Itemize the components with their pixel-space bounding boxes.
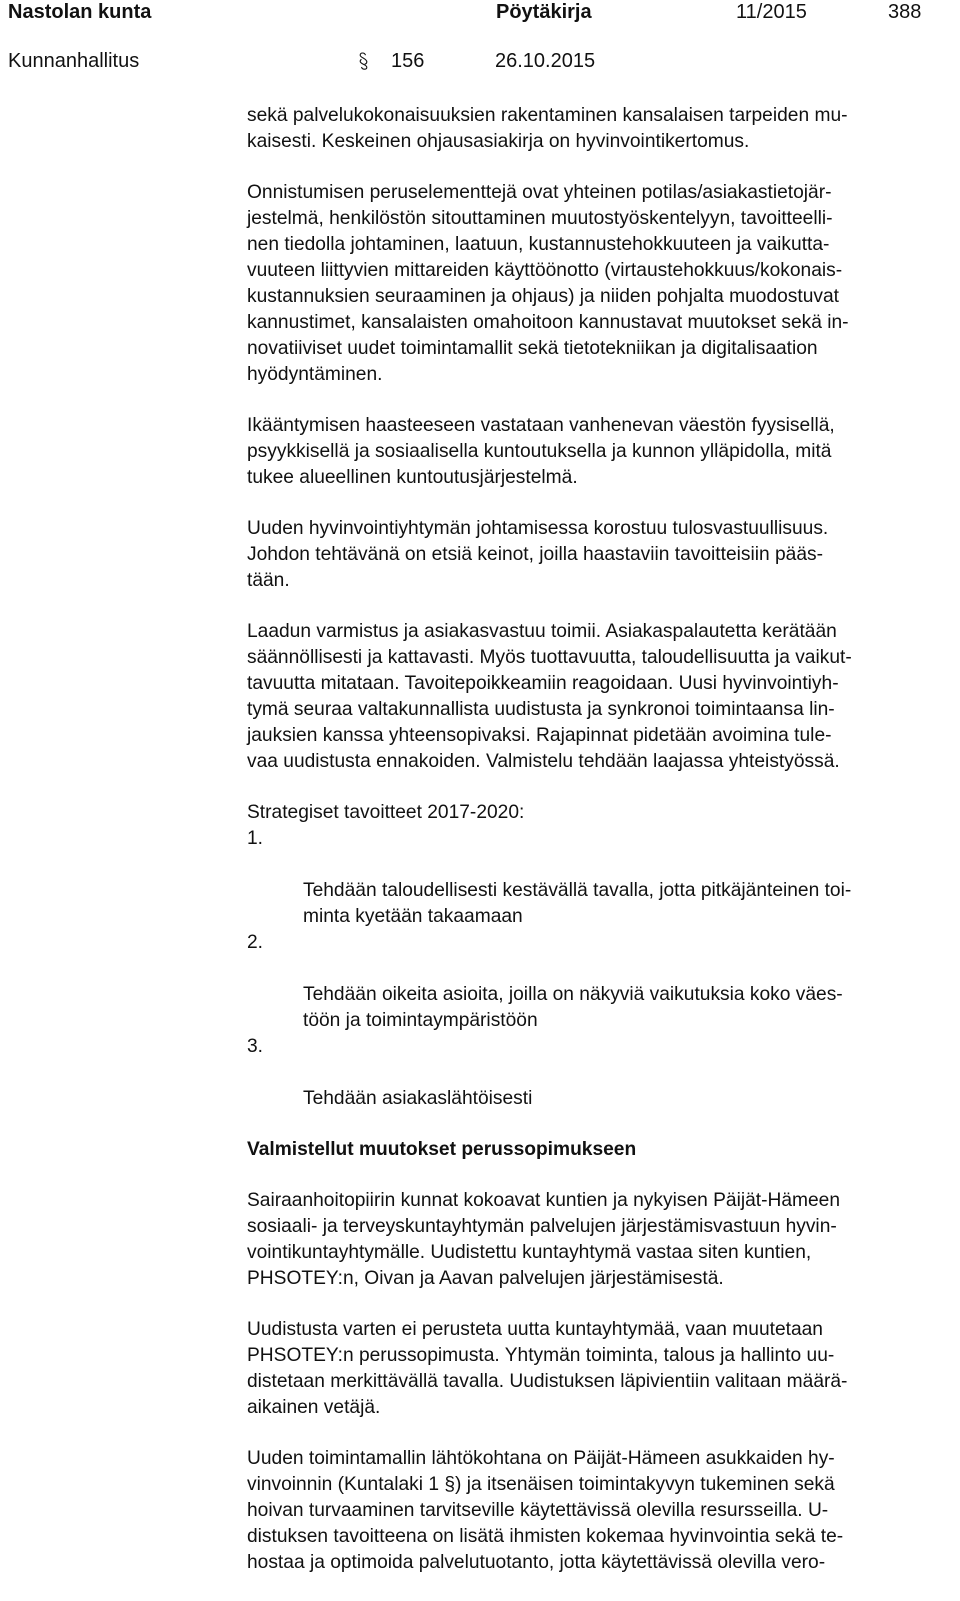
document-header-meta (0, 48, 960, 74)
page-number: 388 (888, 1, 922, 23)
list-item (247, 930, 947, 1034)
list-item (247, 826, 947, 930)
goals-title: Strategiset tavoitteet 2017-2020: (247, 802, 525, 823)
list-item (247, 1034, 947, 1112)
paragraph (247, 1446, 947, 1576)
list-text: Tehdään taloudellisesti kestävällä tavalla, jotta pitkäjänteinen toi- minta kyetään takaamaan (303, 880, 852, 927)
list-text: Tehdään oikeita asioita, joilla on näkyviä vaikutuksia koko väes- töön ja toimintaympäristöön (303, 984, 843, 1031)
paragraph-text: ) ja itsenäisen toimintakyvyn tukeminen sekä hoivan turvaaminen tarvitseville käytettävissä olevilla resursseilla. U- distuksen tavoitteena on lisätä ihmisten kokemaa hyvinvointia sekä te- hostaa ja optimoida palvelutuotanto, jotta käytettävissä olevilla vero- (247, 1474, 844, 1573)
paragraph: Onnistumisen peruselementtejä ovat yhteinen potilas/asiakastietojär- jestelmä, henkilöstön sitouttaminen muutostyöskentelyyn, tavoitteelli- nen tiedolla johtaminen, laatuun, kustannustehokkuuteen ja vaikutta- vuuteen liittyvien mittareiden käyttöönotto (virtaustehokkuus/kokonais- kustannuksien seuraaminen ja ohjaus) ja niiden pohjalta muodostuvat kannustimet, kansalaisten omahoitoon kannustavat muutokset sekä in- novatiiviset uudet toimintamallit sekä tietotekniikan ja digitalisaation hyödyntäminen. (247, 182, 849, 385)
paragraph: Sairaanhoitopiirin kunnat kokoavat kuntien ja nykyisen Päijät-Hämeen sosiaali- ja terveyskuntayhtymän palvelujen järjestämisvastuun hyvin- vointikuntayhtymälle. Uudistettu kuntayhtymä vastaa siten kuntien, PHSOTEY:n, Oivan ja Aavan palvelujen järjestämisestä. (247, 1190, 841, 1289)
paragraph: Laadun varmistus ja asiakasvastuu toimii. Asiakaspalautetta kerätään säännöllisesti ja kattavasti. Myös tuottavuutta, taloudellisuutta ja vaikut- tavuutta mitataan. Tavoitepoikkeamiin reagoidaan. Uusi hyvinvointiyh- tymä seuraa valtakunnallista uudistusta ja synkronoi toimintaansa lin- jauksien kanssa yhteensopivaksi. Rajapinnat pidetään avoimina tule- vaa uudistusta ennakoiden. Valmistelu tehdään laajassa yhteistyössä. (247, 621, 852, 772)
document-body (247, 103, 947, 1601)
list-number: 3. (247, 1036, 264, 1057)
governing-body: Kunnanhallitus (8, 50, 140, 72)
paragraph: Uuden hyvinvointiyhtymän johtamisessa korostuu tulosvastuullisuus. Johdon tehtävänä on etsiä keinot, joilla haastaviin tavoitteisiin pääs- tään. (247, 518, 829, 591)
section-heading: Valmistellut muutokset perussopimukseen (247, 1139, 637, 1160)
document-header-top (0, 0, 960, 25)
meeting-date: 26.10.2015 (495, 50, 596, 72)
issue-number: 11/2015 (736, 1, 807, 23)
section-sign-icon (359, 52, 368, 70)
paragraph: sekä palvelukokonaisuuksien rakentaminen kansalaisen tarpeiden mu- kaisesti. Keskeinen ohjausasiakirja on hyvinvointikertomus. (247, 105, 848, 152)
section-sign: § (444, 1474, 455, 1495)
paragraph: Ikääntymisen haasteeseen vastataan vanhenevan väestön fyysisellä, psyykkisellä ja sosiaalisella kuntoutuksella ja kunnon ylläpidolla, mitä tukee alueellinen kuntoutusjärjestelmä. (247, 415, 835, 488)
paragraph: Uudistusta varten ei perusteta uutta kuntayhtymää, vaan muutetaan PHSOTEY:n perussopimusta. Yhtymän toiminta, talous ja hallinto uu- distetaan merkittävällä tavalla. Uudistuksen läpivientiin valitaan määrä- aikainen vetäjä. (247, 1319, 848, 1418)
list-number: 1. (247, 828, 264, 849)
list-text: Tehdään asiakaslähtöisesti (303, 1088, 533, 1109)
section-number: 156 (391, 50, 425, 72)
paragraph-text: Uuden toimintamallin lähtökohtana on Päijät-Hämeen asukkaiden hy- vinvoinnin (Kuntalaki 1 (247, 1448, 835, 1495)
list-number: 2. (247, 932, 264, 953)
strategic-goals-list (247, 826, 947, 1112)
municipality-name: Nastolan kunta (8, 1, 152, 23)
document-type: Pöytäkirja (496, 1, 592, 23)
